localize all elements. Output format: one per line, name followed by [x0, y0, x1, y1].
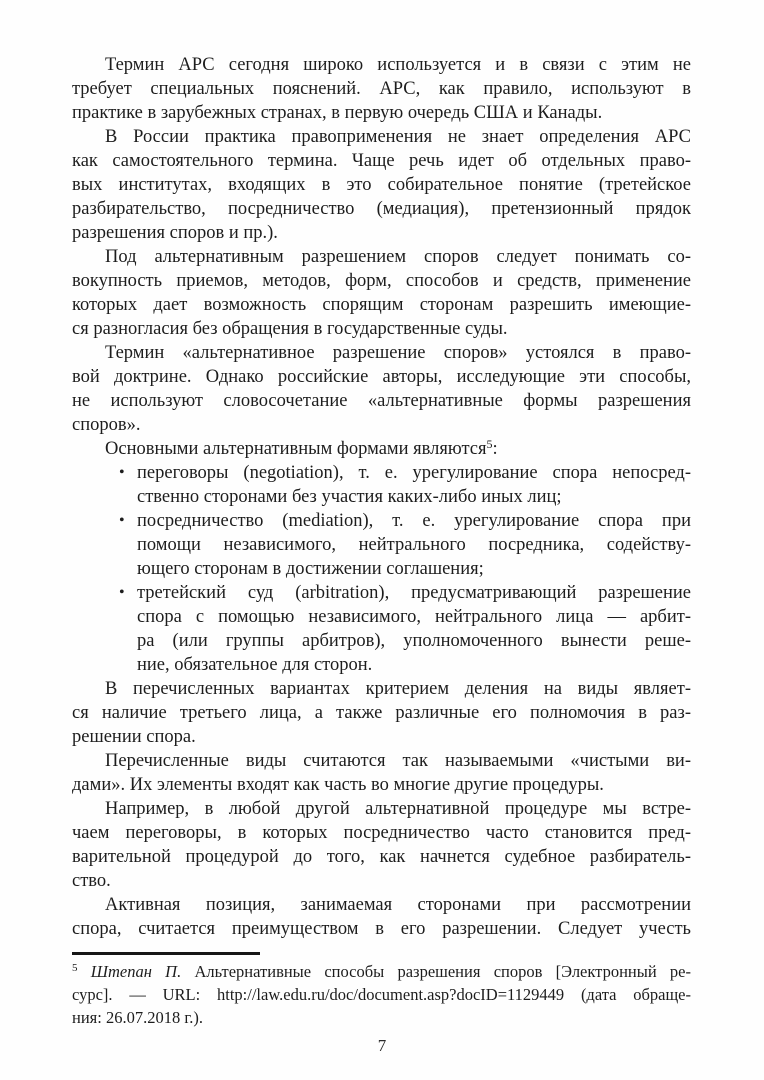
footnote-line: ния: 26.07.2018 г.).: [72, 1008, 203, 1027]
text-line: ство.: [72, 871, 111, 891]
text-line: как самостоятельного термина. Чаще речь идет об отдельных право-: [72, 151, 691, 171]
intro-colon: :: [492, 439, 498, 459]
text-line: ственно сторонами без участия каких-либо иных лиц;: [137, 487, 562, 507]
intro-text: Основными альтернативным формами являются: [105, 439, 487, 459]
text-line: Термин АРС сегодня широко используется и в связи с этим не: [105, 55, 691, 75]
paragraph-1: [72, 53, 691, 125]
paragraph-4: [72, 341, 691, 437]
text-line: разрешения споров и пр.).: [72, 223, 278, 243]
text-line: требует специальных пояснений. АРС, как правило, используют в: [72, 79, 691, 99]
text-line: не используют словосочетание «альтернативные формы разрешения: [72, 391, 691, 411]
bullet-item-arbitration: [72, 581, 691, 677]
paragraph-2: [72, 125, 691, 245]
footnote-line: сурс]. — URL: http://law.edu.ru/doc/document.asp?docID=1129449 (дата обраще-: [72, 985, 691, 1004]
paragraph-7: [72, 749, 691, 797]
footnote-author: Штепан П.: [90, 962, 182, 981]
text-line: Термин «альтернативное разрешение споров» устоялся в право-: [105, 343, 691, 363]
page-number: 7: [377, 1036, 387, 1055]
text-line: Под альтернативным разрешением споров следует понимать со-: [105, 247, 691, 267]
text-line: В перечисленных вариантах критерием деления на виды являет-: [105, 679, 691, 699]
text-line: споров».: [72, 415, 141, 435]
text-line: ние, обязательное для сторон.: [137, 655, 373, 675]
text-line: ющего сторонам в достижении соглашения;: [137, 559, 484, 579]
footnote-text: Альтернативные способы разрешения споров [Электронный ре-: [181, 962, 691, 981]
bullet-item-negotiation: [72, 461, 691, 509]
text-line: посредничество (mediation), т. е. урегулирование спора при: [137, 511, 691, 531]
text-line: помощи независимого, нейтрального посредника, содейству-: [137, 535, 691, 555]
text-line: разбирательство, посредничество (медиация), претензионный прядок: [72, 199, 691, 219]
text-line: спора, считается преимуществом в его разрешении. Следует учесть: [72, 919, 691, 939]
paragraph-3: [72, 245, 691, 341]
bullet-icon: •: [119, 512, 125, 529]
text-line: ся разногласия без обращения в государственные суды.: [72, 319, 508, 339]
bullet-icon: •: [119, 584, 125, 601]
paragraph-8: [72, 797, 691, 893]
text-line: которых дает возможность спорящим сторонам разрешить имеющие-: [72, 295, 691, 315]
text-line: спора с помощью независимого, нейтрального лица — арбит-: [137, 607, 691, 627]
text-line: В России практика правоприменения не знает определения АРС: [105, 127, 691, 147]
bullet-icon: •: [119, 464, 125, 481]
footnote-separator: [72, 952, 260, 955]
footnote-marker: 5: [72, 962, 78, 974]
text-line: вой доктрине. Однако российские авторы, исследующие эти способы,: [72, 367, 691, 387]
text-line: ра (или группы арбитров), уполномоченного вынести реше-: [137, 631, 691, 651]
footnote-ref-5: 5: [486, 437, 493, 451]
text-line: Например, в любой другой альтернативной процедуре мы встре-: [105, 799, 691, 819]
text-line: вых институтах, входящих в это собирательное понятие (третейское: [72, 175, 691, 195]
paragraph-9: [72, 893, 691, 941]
text-line: решении спора.: [72, 727, 196, 747]
text-line: практике в зарубежных странах, в первую очередь США и Канады.: [72, 103, 603, 123]
text-line: вокупность приемов, методов, форм, способов и средств, применение: [72, 271, 691, 291]
footnote: [72, 960, 691, 1029]
paragraph-6: [72, 677, 691, 749]
text-line: [72, 437, 691, 461]
text-line: варительной процедурой до того, как начнется судебное разбиратель-: [72, 847, 691, 867]
text-line: переговоры (negotiation), т. е. урегулирование спора непосред-: [137, 463, 691, 483]
text-line: чаем переговоры, в которых посредничество часто становится пред-: [72, 823, 691, 843]
text-line: Перечисленные виды считаются так называемыми «чистыми ви-: [105, 751, 691, 771]
text-line: ся наличие третьего лица, а также различные его полномочия в раз-: [72, 703, 691, 723]
paragraph-5: [72, 437, 691, 461]
main-text: [72, 53, 691, 941]
text-line: Активная позиция, занимаемая сторонами при рассмотрении: [105, 895, 691, 915]
text-line: третейский суд (arbitration), предусматривающий разрешение: [137, 583, 691, 603]
bullet-item-mediation: [72, 509, 691, 581]
footnote-line: [72, 960, 691, 983]
text-line: дами». Их элементы входят как часть во многие другие процедуры.: [72, 775, 604, 795]
